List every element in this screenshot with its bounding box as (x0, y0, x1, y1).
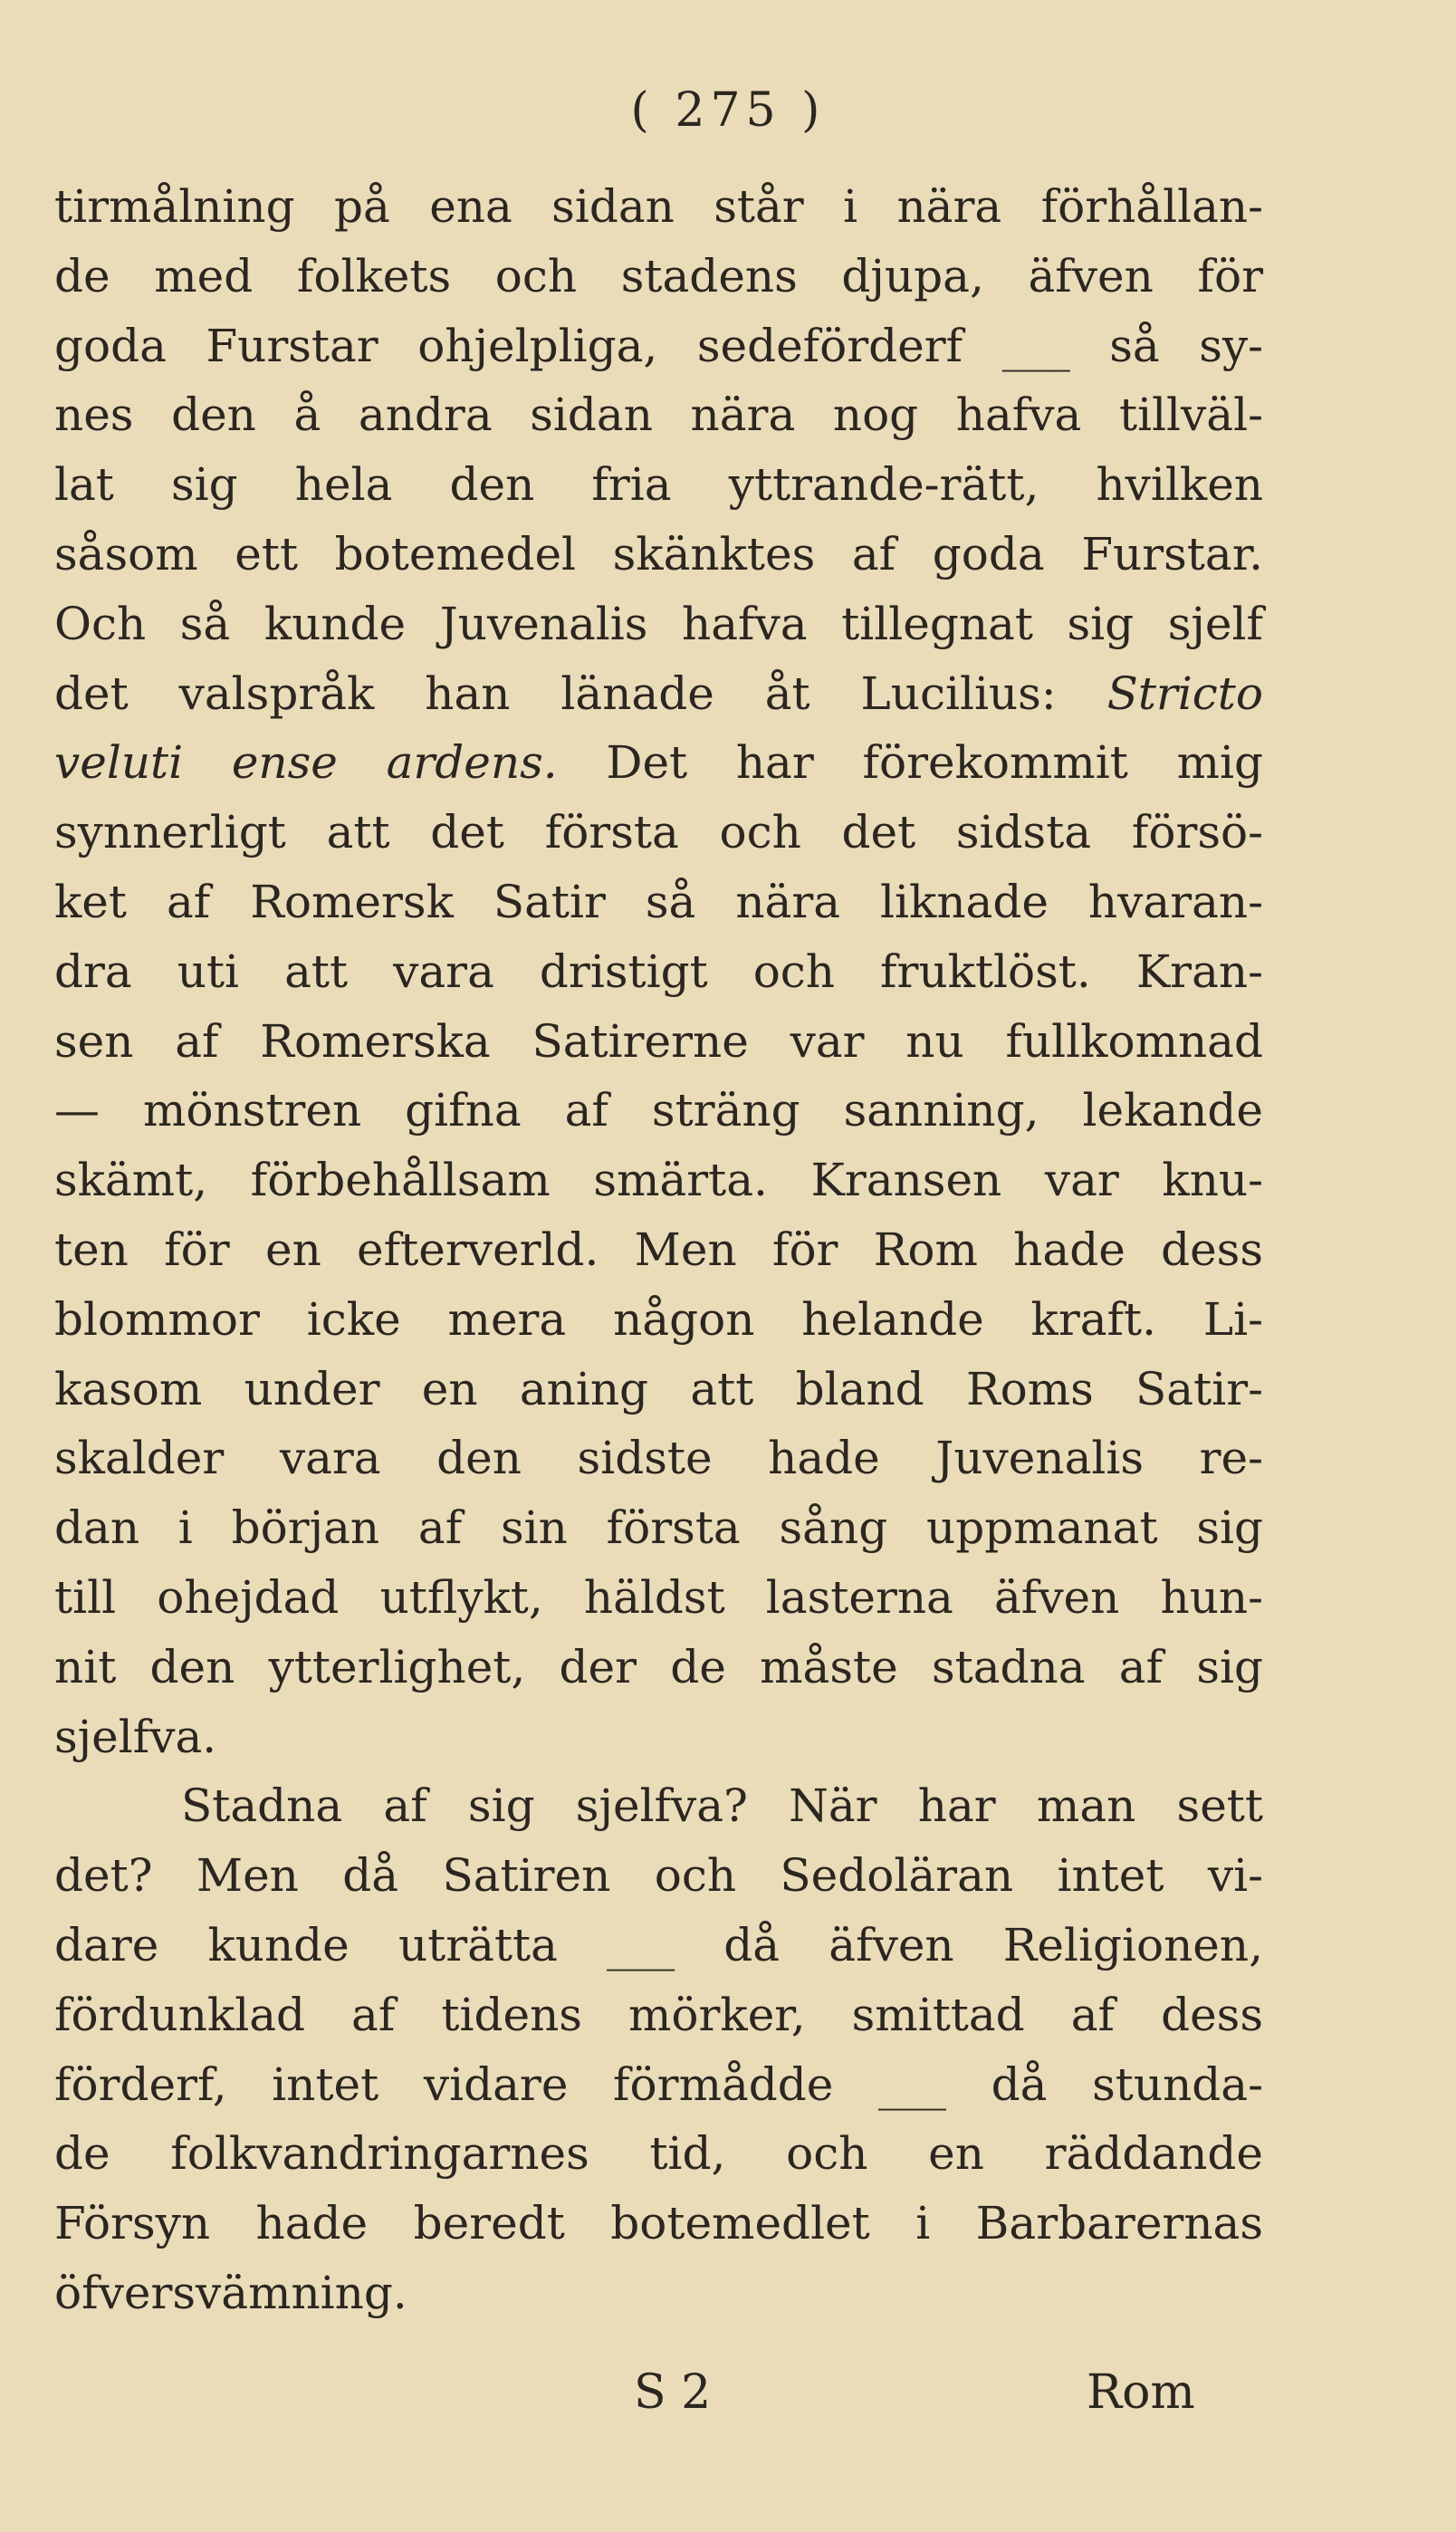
page-number: ( 275 ) (630, 83, 826, 138)
text-line: de med folkets och stadens djupa, äfven för (54, 249, 1263, 302)
text-line: det? Men då Satiren och Sedoläran intet vi- (54, 1849, 1263, 1903)
text-line: Och så kunde Juvenalis hafva tillegnat sig sjelf (54, 597, 1263, 650)
text-line: ket af Romersk Satir så nära liknade hvaran- (54, 875, 1263, 928)
italic-quote: veluti ense ardens. (54, 736, 558, 790)
text-line: goda Furstar ohjelpliga, sedeförderf ___ så sy- (54, 319, 1263, 372)
text-line: nit den ytterlighet, der de måste stadna af sig (54, 1640, 1263, 1693)
text-line: det valspråk han länade åt Lucilius: Stricto (54, 667, 1263, 720)
text-line: till ohejdad utflykt, häldst lasterna äfven hun- (54, 1570, 1263, 1624)
text-line: förderf, intet vidare förmådde ___ då stunda- (54, 2057, 1263, 2111)
text-line: öfversvämning. (54, 2266, 407, 2319)
text-line: — mönstren gifna af sträng sanning, lekande (54, 1084, 1263, 1137)
text-line: sjelfva. (54, 1710, 217, 1763)
text-line: blommor icke mera någon helande kraft. Li- (54, 1292, 1263, 1346)
text-line: sen af Romerska Satirerne var nu fullkomnad (54, 1014, 1263, 1068)
text-line: de folkvandringarnes tid, och en räddande (54, 2127, 1263, 2181)
signature-mark: S 2 (634, 2365, 712, 2420)
text-line: nes den å andra sidan nära nog hafva tillväl- (54, 388, 1263, 442)
text-line: veluti ense ardens. Det har förekommit mig (54, 736, 1263, 790)
text-line: skalder vara den sidste hade Juvenalis re- (54, 1432, 1263, 1485)
text-line: dra uti att vara dristigt och fruktlöst. Kran- (54, 945, 1263, 998)
text-line: ten för en efterverld. Men för Rom hade dess (54, 1223, 1263, 1276)
italic-quote: Stricto (1106, 667, 1263, 720)
text-line: fördunklad af tidens mörker, smittad af dess (54, 1988, 1263, 2041)
text-line: kasom under en aning att bland Roms Satir- (54, 1362, 1263, 1415)
text-line: lat sig hela den fria yttrande-rätt, hvilken (54, 458, 1263, 512)
text-line: dare kunde uträtta ___ då äfven Religionen, (54, 1918, 1263, 1971)
text-line: Stadna af sig sjelfva? När har man sett (181, 1779, 1263, 1833)
text-line: skämt, förbehållsam smärta. Kransen var knu- (54, 1154, 1263, 1207)
catchword: Rom (1087, 2365, 1195, 2420)
text-line: tirmålning på ena sidan står i nära förhållan- (54, 180, 1263, 233)
body-text (54, 172, 1263, 2328)
text-line: såsom ett botemedel skänktes af goda Furstar. (54, 527, 1263, 580)
text-line: Försyn hade beredt botemedlet i Barbarernas (54, 2197, 1263, 2250)
text-line: dan i början af sin första sång uppmanat sig (54, 1501, 1263, 1555)
text-line: synnerligt att det första och det sidsta försö- (54, 806, 1263, 859)
page-footer (0, 2365, 1456, 2438)
